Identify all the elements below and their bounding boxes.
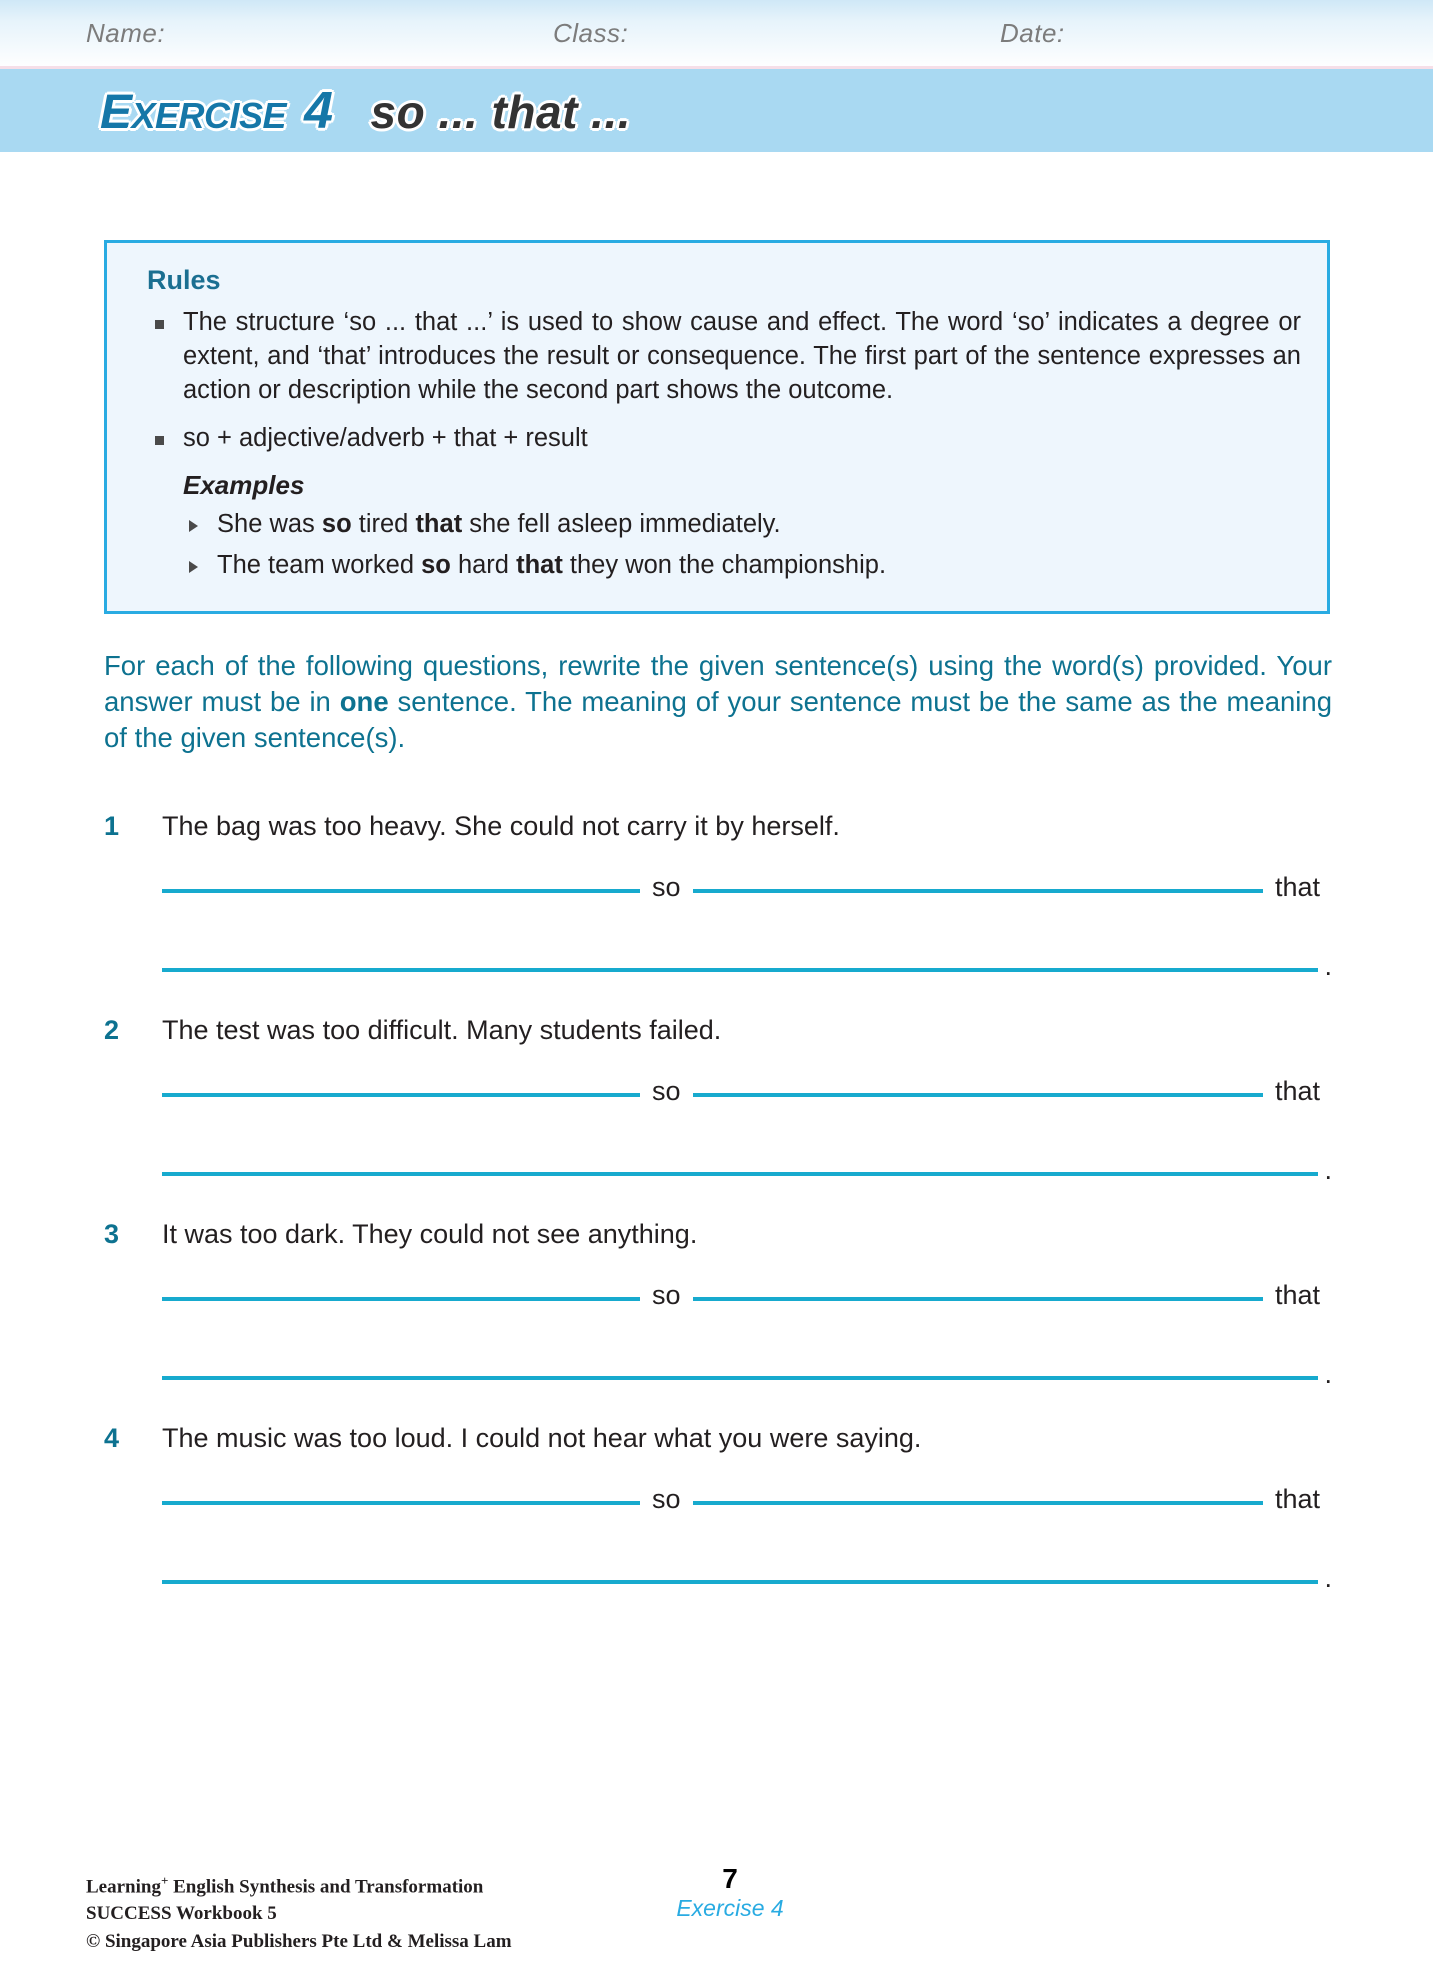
question-number: 2 xyxy=(104,1015,120,1045)
answer-blank-first[interactable] xyxy=(162,1501,640,1505)
footer-page-area xyxy=(640,1864,820,1922)
answer-area xyxy=(104,1075,1332,1185)
example-keyword-so: so xyxy=(321,509,352,538)
answer-blank-third[interactable] xyxy=(162,1580,1318,1584)
example-post: she fell asleep immediately. xyxy=(462,509,781,538)
answer-keyword-so: so xyxy=(652,1279,681,1310)
answer-blank-first[interactable] xyxy=(162,1297,640,1301)
exercise-word-rest: XERCISE xyxy=(131,94,287,136)
example-keyword-so: so xyxy=(421,550,451,579)
example-post: they won the championship. xyxy=(562,550,887,579)
answer-line-row-1 xyxy=(162,1483,1332,1514)
example-item xyxy=(133,507,1301,542)
answer-blank-third[interactable] xyxy=(162,1172,1318,1176)
exercise-heading xyxy=(100,81,332,141)
answer-line-row-2 xyxy=(162,950,1332,981)
answer-blank-second[interactable] xyxy=(693,1093,1263,1097)
date-field-label: Date: xyxy=(1000,18,1065,48)
answer-blank-third[interactable] xyxy=(162,968,1318,972)
question-block xyxy=(104,1014,1332,1184)
exercise-number: 4 xyxy=(304,81,333,140)
question-text: The test was too difficult. Many students failed. xyxy=(162,1015,722,1045)
answer-keyword-so: so xyxy=(652,1483,681,1514)
structure-title: so ... that ... xyxy=(370,85,632,138)
answer-blank-first[interactable] xyxy=(162,889,640,893)
instructions-emphasis: one xyxy=(339,685,389,717)
answer-area xyxy=(104,1279,1332,1389)
banner-inner xyxy=(100,81,631,141)
answer-blank-first[interactable] xyxy=(162,1093,640,1097)
examples-list xyxy=(133,507,1301,583)
question-heading xyxy=(104,1218,1332,1252)
example-keyword-that: that xyxy=(415,509,463,538)
footer-title-a: Learning xyxy=(86,1876,161,1898)
question-heading xyxy=(104,1014,1332,1048)
answer-area xyxy=(104,871,1332,981)
footer-title-b: English Synthesis and Transformation xyxy=(168,1876,484,1898)
instructions-part-1: For each of the following questions, rewrite the given sentence(s) using the word(s) provided. Your answer must be in xyxy=(104,650,1332,717)
answer-period: . xyxy=(1324,1562,1332,1593)
question-number: 4 xyxy=(104,1423,120,1453)
question-heading xyxy=(104,810,1332,844)
rule-item: so + adjective/adverb + that + result xyxy=(133,422,1301,456)
answer-period: . xyxy=(1324,1154,1332,1185)
answer-keyword-so: so xyxy=(652,871,681,902)
question-block xyxy=(104,1422,1332,1592)
answer-line-row-2 xyxy=(162,1358,1332,1389)
answer-line-row-2 xyxy=(162,1562,1332,1593)
class-field-label: Class: xyxy=(553,18,629,48)
footer-workbook-line: SUCCESS Workbook 5 xyxy=(86,1903,277,1925)
question-block xyxy=(104,810,1332,980)
question-number: 1 xyxy=(104,811,120,841)
exercise-word-initial: E xyxy=(100,85,132,139)
footer-title-line xyxy=(86,1872,512,1900)
example-keyword-that: that xyxy=(516,550,563,579)
example-mid: hard xyxy=(450,550,517,579)
answer-keyword-that: that xyxy=(1274,1279,1320,1310)
answer-keyword-that: that xyxy=(1274,871,1320,902)
rule-item: The structure ‘so ... that ...’ is used to show cause and effect. The word ‘so’ indicates a degree or extent, and ‘that’ introduces the result or consequence. The first part of the sentence expresses an action or description while the second part shows the outcome. xyxy=(133,306,1301,408)
exercise-title-banner xyxy=(0,69,1433,152)
answer-period: . xyxy=(1324,1358,1332,1389)
answer-keyword-that: that xyxy=(1274,1483,1320,1514)
footer-copyright-line: © Singapore Asia Publishers Pte Ltd & Melissa Lam xyxy=(86,1930,512,1952)
name-field-label: Name: xyxy=(86,18,166,48)
page-number: 7 xyxy=(722,1863,738,1894)
rules-heading: Rules xyxy=(147,265,221,295)
question-text: The bag was too heavy. She could not carry it by herself. xyxy=(162,811,840,841)
instructions-paragraph xyxy=(104,648,1332,755)
page-top-gradient-strip xyxy=(0,0,1433,68)
question-text: The music was too loud. I could not hear what you were saying. xyxy=(162,1423,922,1453)
answer-keyword-so: so xyxy=(652,1075,681,1106)
examples-heading: Examples xyxy=(183,469,305,500)
answer-line-row-2 xyxy=(162,1154,1332,1185)
answer-line-row-1 xyxy=(162,1075,1332,1106)
footer-title-superscript: + xyxy=(160,1873,169,1888)
example-pre: She was xyxy=(217,509,322,538)
answer-line-row-1 xyxy=(162,871,1332,902)
answer-blank-second[interactable] xyxy=(693,1297,1263,1301)
question-text: It was too dark. They could not see anything. xyxy=(162,1219,698,1249)
question-block xyxy=(104,1218,1332,1388)
footer-exercise-label: Exercise 4 xyxy=(676,1895,784,1922)
example-pre: The team worked xyxy=(217,550,422,579)
rules-list xyxy=(133,306,1301,456)
question-heading xyxy=(104,1422,1332,1456)
question-number: 3 xyxy=(104,1219,120,1249)
answer-blank-third[interactable] xyxy=(162,1376,1318,1380)
rules-box xyxy=(104,240,1330,614)
answer-line-row-1 xyxy=(162,1279,1332,1310)
answer-blank-second[interactable] xyxy=(693,889,1263,893)
example-item xyxy=(133,548,1301,583)
answer-blank-second[interactable] xyxy=(693,1501,1263,1505)
answer-period: . xyxy=(1324,950,1332,981)
example-mid: tired xyxy=(351,509,416,538)
answer-keyword-that: that xyxy=(1274,1075,1320,1106)
footer-credits xyxy=(86,1872,512,1955)
instructions-part-2: sentence. The meaning of your sentence must be the same as the meaning of the given sentence(s). xyxy=(104,685,1332,753)
answer-area xyxy=(104,1483,1332,1593)
